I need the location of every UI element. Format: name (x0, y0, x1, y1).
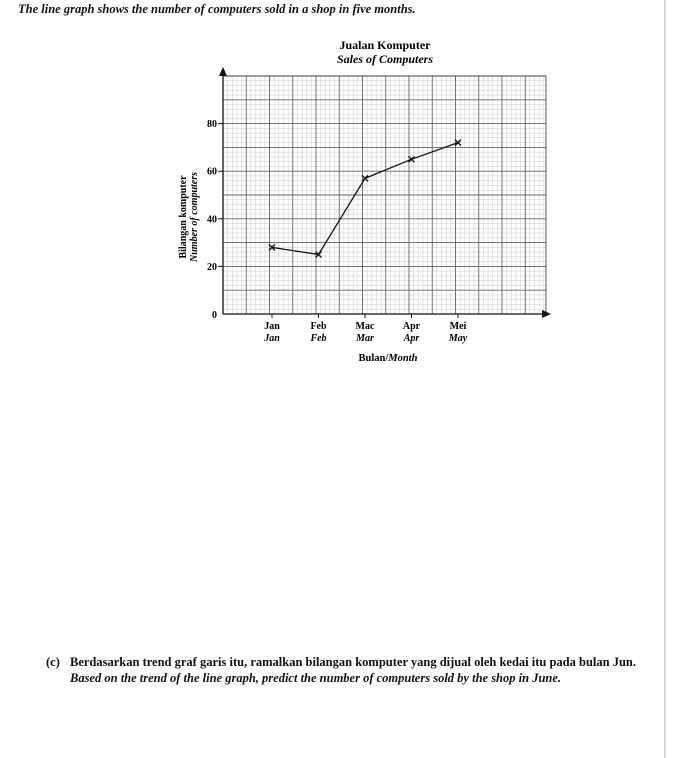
y-axis-label-bm: Bilangan komputer (178, 175, 189, 259)
y-tick-label: 40 (207, 214, 217, 226)
x-axis-label-bm: Bulan/ (358, 353, 389, 364)
x-axis-arrow (542, 310, 551, 318)
x-tick-label: Apr (402, 321, 421, 332)
y-tick-label: 80 (207, 119, 217, 131)
y-tick-label: 0 (212, 310, 217, 321)
y-axis-label-en: Number of computers (189, 172, 200, 262)
y-axis-label (178, 172, 200, 263)
x-axis-label (359, 353, 418, 364)
x-tick-label-en: May (448, 333, 468, 344)
question-text-en: Based on the trend of the line graph, predict the number of computers sold by the shop in June. (70, 671, 562, 685)
x-tick-label: Feb (310, 321, 327, 332)
chart-title: Jualan Komputer (339, 38, 431, 52)
y-tick-label: 20 (207, 261, 217, 273)
x-tick-label-en: Jan (264, 333, 280, 344)
question-text-bm: Berdasarkan trend graf garis itu, ramalkan bilangan komputer yang dijual oleh kedai itu pada bulan Jun. (70, 655, 636, 669)
chart-subtitle: Sales of Computers (336, 52, 434, 66)
y-axis-arrow (219, 67, 227, 76)
intro-text: The line graph shows the number of computers sold in a shop in five months. (18, 2, 416, 16)
question-label: (c) (46, 655, 60, 669)
question-c (46, 654, 676, 686)
x-tick-label-en: Apr (403, 333, 420, 344)
y-tick-label: 60 (207, 166, 217, 178)
x-tick-label: Jan (264, 321, 280, 332)
x-tick-label-en: Mar (356, 333, 374, 344)
x-tick-label-en: Feb (310, 333, 327, 344)
x-axis-label-en: Month (388, 353, 418, 364)
x-tick-label: Mei (449, 321, 467, 332)
x-tick-label: Mac (355, 321, 375, 332)
chart-grid (223, 76, 546, 314)
